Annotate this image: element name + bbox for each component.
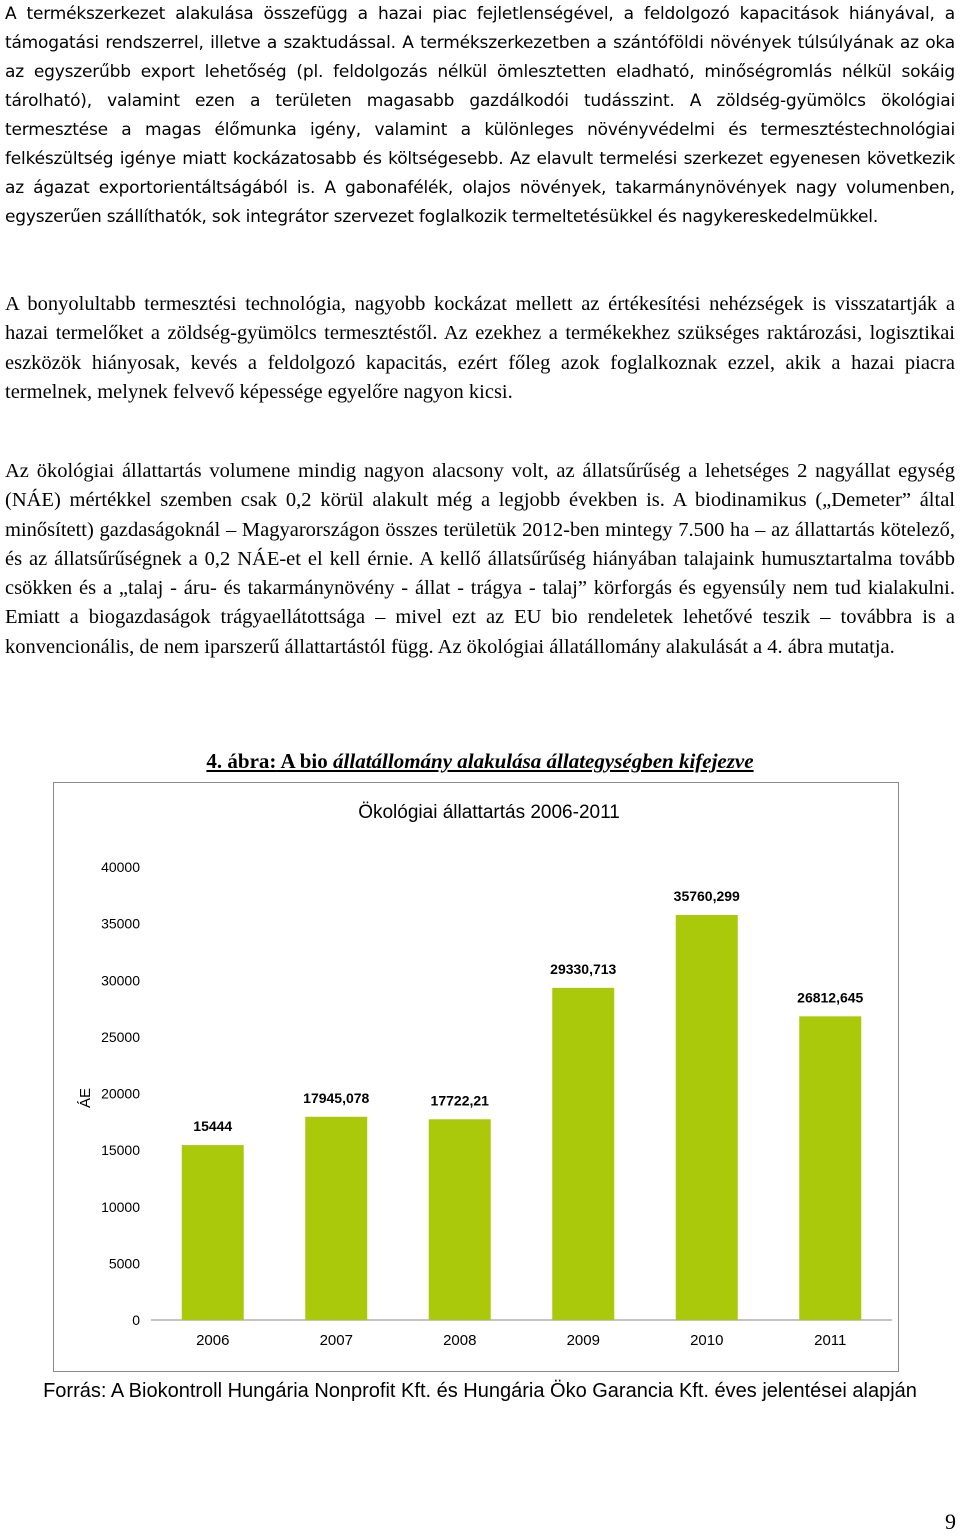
bar-2007 xyxy=(305,1117,367,1320)
x-tick-label: 2006 xyxy=(196,1332,230,1349)
bar-2011 xyxy=(799,1016,861,1320)
bar-2010 xyxy=(676,915,738,1320)
y-tick-label: 40000 xyxy=(101,859,140,875)
x-tick-label: 2008 xyxy=(443,1332,477,1349)
data-label-2007: 17945,078 xyxy=(303,1089,370,1106)
y-tick-label: 20000 xyxy=(101,1085,140,1102)
paragraph-1: A termékszerkezet alakulása összefügg a hazai piac fejletlenségével, a feldolgozó kapacitások hiányával, a támogatási rendszerrel, illetve a szaktudással. A termékszerkezetben a szántóföldi növények túlsúlyának az oka az egyszerűbb export lehetőség (pl. feldolgozás nélkül ömlesztetten eladható, minőségromlás nélkül sokáig tárolható), valamint ezen a területen magasabb gazdálkodói tudásszint. A zöldség-gyümölcs ökológiai termesztése a magas élőmunka igény, valamint a különleges növényvédelmi és termesztéstechnológiai felkészültség igénye miatt kockázatosabb és költségesebb. Az elavult termelési szerkezet egyenesen következik az ágazat exportorientáltságából is. A gabonafélék, olajos növények, takarmánynövények nagy volumenben, egyszerűen szállíthatók, sok integrátor szervezet foglalkozik termeltetésükkel és nagykereskedelmükkel. xyxy=(5,4,955,227)
data-label-2011: 26812,645 xyxy=(797,989,864,1006)
y-tick-label: 15000 xyxy=(101,1142,140,1159)
chart-frame xyxy=(53,782,899,1372)
data-label-2010: 35760,299 xyxy=(673,888,740,905)
plot-area xyxy=(101,859,892,1349)
y-axis-label: ÁE xyxy=(77,1087,94,1109)
y-tick-label: 10000 xyxy=(101,1198,140,1215)
bar-2006 xyxy=(182,1145,244,1320)
figure-title-plain: A bio xyxy=(276,749,334,773)
paragraph-2: A bonyolultabb termesztési technológia, nagyobb kockázat mellett az értékesítési nehézségek is visszatartják a hazai termelőket a zöldség-gyümölcs termesztéstől. Az ezekhez a termékekhez szükséges raktározási, logisztikai eszközök hiányosak, kevés a feldolgozó kapacitás, ezért főleg azok foglalkoznak ezzel, akik a hazai piacra termelnek, melynek felvevő képessége egyelőre nagyon kicsi. xyxy=(5,293,955,403)
figure-caption xyxy=(0,749,960,774)
y-tick-label: 25000 xyxy=(101,1028,140,1045)
data-label-2006: 15444 xyxy=(193,1118,233,1135)
x-tick-label: 2007 xyxy=(319,1332,353,1349)
data-label-2009: 29330,713 xyxy=(550,960,617,977)
figure-title-italic: állatállomány alakulása állategységben kifejezve xyxy=(333,749,754,773)
paragraph-3: Az ökológiai állattartás volumene mindig nagyon alacsony volt, az állatsűrűség a lehetséges 2 nagyállat egység (NÁE) mértékkel szemben csak 0,2 körül alakult még a legjobb években is. A biodinamikus („Demeter” által minősített) gazdaságoknál – Magyarországon összes területük 2012-ben mintegy 7.500 ha – az állattartás kötelező, és az állatsűrűségnek a 0,2 NÁE-et el kell érnie. A kellő állatsűrűség hiányában talajaink humusztartalma tovább csökken és a „talaj - áru- és takarmánynövény - állat - trágya - talaj” körforgás és egyensúly nem tud kialakulni. Emiatt a biogazdaságok trágyaellátottsága – mivel ezt az EU bio rendeletek lehetővé teszik – továbbra is a konvencionális, de nem iparszerű állattartástól függ. Az ökológiai állatállomány alakulását a 4. ábra mutatja. xyxy=(5,460,955,658)
page-number: 9 xyxy=(945,1509,956,1534)
source-note: Forrás: A Biokontroll Hungária Nonprofit Kft. és Hungária Öko Garancia Kft. éves jelentései alapján xyxy=(43,1380,917,1402)
bar-2009 xyxy=(552,988,614,1320)
y-tick-label: 0 xyxy=(132,1312,140,1328)
data-label-2008: 17722,21 xyxy=(430,1092,489,1109)
y-tick-label: 5000 xyxy=(108,1255,140,1272)
bar-2008 xyxy=(429,1119,491,1320)
paragraph-2-wrapper xyxy=(0,290,960,450)
figure-number: 4. ábra: xyxy=(206,749,277,773)
x-tick-label: 2010 xyxy=(690,1332,724,1349)
chart-title: Ökológiai állattartás 2006-2011 xyxy=(358,802,620,823)
bar-chart xyxy=(54,783,900,1373)
y-tick-label: 35000 xyxy=(101,915,140,932)
x-tick-label: 2011 xyxy=(814,1332,847,1349)
x-tick-label: 2009 xyxy=(566,1332,600,1349)
y-tick-label: 30000 xyxy=(101,972,140,989)
